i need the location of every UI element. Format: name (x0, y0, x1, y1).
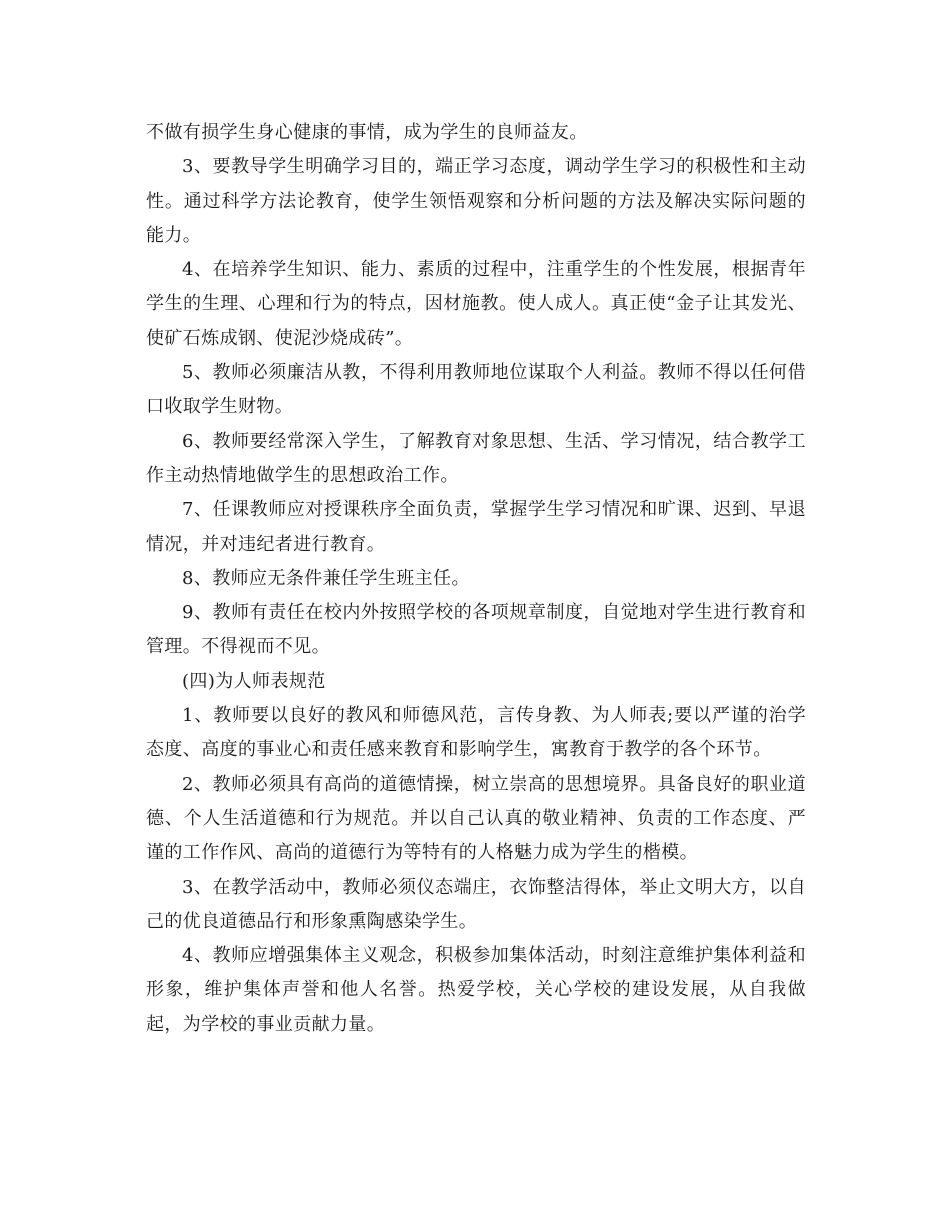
paragraph-item-5: 5、教师必须廉洁从教，不得利用教师地位谋取个人利益。教师不得以任何借口收取学生财物。 (146, 362, 806, 418)
paragraph-item-6: 6、教师要经常深入学生，了解教育对象思想、生活、学习情况，结合教学工作主动热情地做学生的思想政治工作。 (146, 430, 806, 486)
paragraph-section4-item-2: 2、教师必须具有高尚的道德情操，树立崇高的思想境界。具备良好的职业道德、个人生活道德和行为规范。并以自己认真的敬业精神、负责的工作态度、严谨的工作作风、高尚的道德行为等特有的人格魅力成为学生的楷模。 (146, 773, 806, 864)
paragraph-item-9: 9、教师有责任在校内外按照学校的各项规章制度，自觉地对学生进行教育和管理。不得视而不见。 (146, 602, 806, 658)
paragraph-continuation: 不做有损学生身心健康的事情，成为学生的良师益友。 (146, 122, 588, 143)
paragraph-item-4: 4、在培养学生知识、能力、素质的过程中，注重学生的个性发展，根据青年学生的生理、心理和行为的特点，因材施教。使人成人。真正使“金子让其发光、使矿石炼成钢、使泥沙烧成砖”。 (146, 259, 806, 349)
paragraph-item-7: 7、任课教师应对授课秩序全面负责，掌握学生学习情况和旷课、迟到、早退情况，并对违纪者进行教育。 (146, 499, 806, 555)
paragraph-section4-item-3: 3、在教学活动中，教师必须仪态端庄，衣饰整洁得体，举止文明大方，以自己的优良道德品行和形象熏陶感染学生。 (146, 876, 806, 932)
paragraph-section4-item-4: 4、教师应增强集体主义观念，积极参加集体活动，时刻注意维护集体利益和形象，维护集体声誉和他人名誉。热爱学校，关心学校的建设发展，从自我做起，为学校的事业贡献力量。 (146, 945, 806, 1035)
document-page (146, 116, 806, 1042)
paragraph-item-8: 8、教师应无条件兼任学生班主任。 (182, 567, 470, 589)
section-heading: (四)为人师表规范 (182, 670, 326, 692)
paragraph-section4-item-1: 1、教师要以良好的教风和师德风范，言传身教、为人师表;要以严谨的治学态度、高度的事业心和责任感来教育和影响学生，寓教育于教学的各个环节。 (146, 705, 806, 761)
paragraph-item-3: 3、要教导学生明确学习目的，端正学习态度，调动学生学习的积极性和主动性。通过科学方法论教育，使学生领悟观察和分析问题的方法及解决实际问题的能力。 (146, 156, 806, 246)
